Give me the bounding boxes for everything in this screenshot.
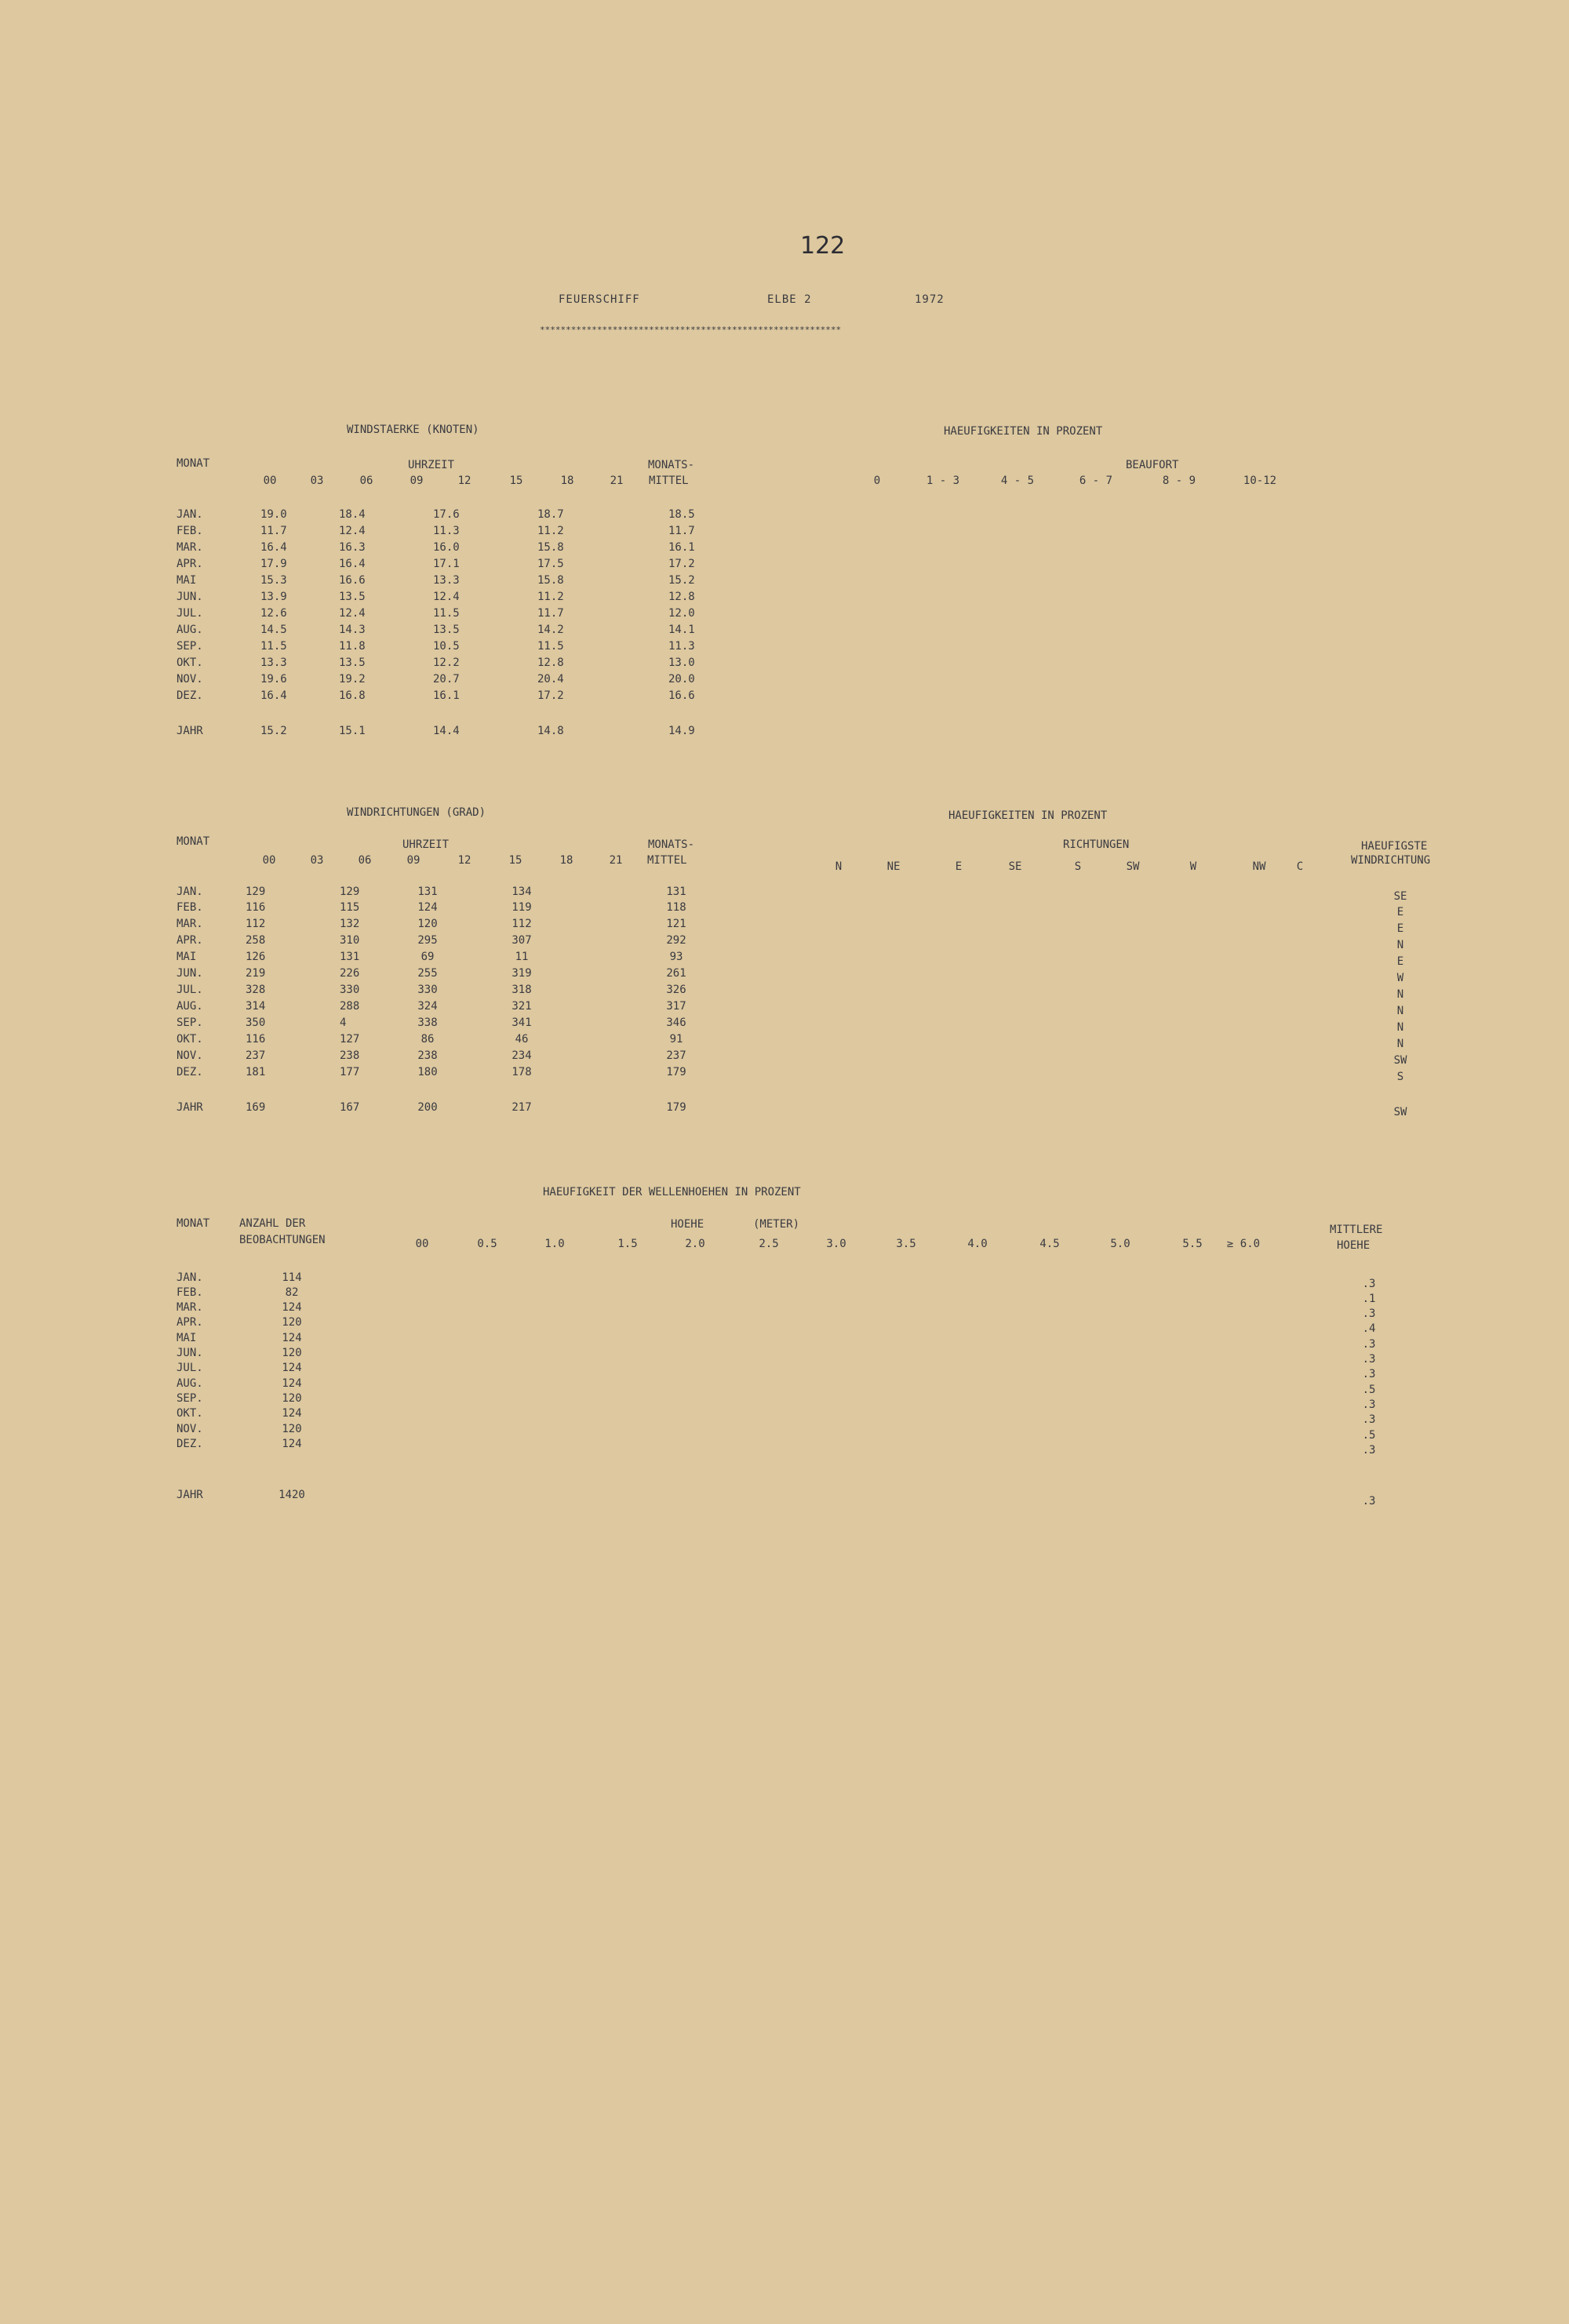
height-header: 00 bbox=[415, 1238, 429, 1250]
month-label: MAI bbox=[177, 1332, 197, 1344]
speed-18: 12.8 bbox=[537, 656, 564, 669]
column-header: MONAT bbox=[177, 835, 210, 848]
most-frequent-direction: E bbox=[1396, 906, 1404, 918]
most-frequent-direction: N bbox=[1396, 939, 1404, 951]
mean-height: .3 bbox=[1362, 1495, 1376, 1508]
dir-00: 112 bbox=[246, 918, 266, 930]
month-label: OKT. bbox=[177, 1033, 203, 1046]
month-label: JUN. bbox=[177, 591, 203, 603]
mean-height: .3 bbox=[1362, 1338, 1376, 1351]
mean-height: .3 bbox=[1362, 1413, 1376, 1426]
speed-mean: 12.8 bbox=[668, 591, 695, 603]
height-header: 5.0 bbox=[1110, 1238, 1130, 1250]
dir-12: 324 bbox=[417, 1000, 438, 1013]
column-header: MONATS- bbox=[648, 459, 695, 471]
column-header: MONAT bbox=[177, 1217, 210, 1230]
column-header: UHRZEIT bbox=[408, 459, 455, 471]
dir-06: 127 bbox=[340, 1033, 360, 1046]
dir-mean: 131 bbox=[666, 886, 686, 898]
column-header: HAEUFIGSTE bbox=[1361, 840, 1428, 853]
speed-18: 11.7 bbox=[537, 607, 564, 620]
month-label: JUL. bbox=[177, 984, 203, 996]
speed-12: 11.5 bbox=[433, 607, 460, 620]
dir-06: 238 bbox=[340, 1049, 360, 1062]
speed-12: 17.6 bbox=[433, 508, 460, 521]
height-header: 0.5 bbox=[477, 1238, 497, 1250]
speed-12: 12.4 bbox=[433, 591, 460, 603]
dir-06: 288 bbox=[340, 1000, 360, 1013]
column-header: ANZAHL DER bbox=[239, 1217, 306, 1230]
month-label: DEZ. bbox=[177, 1438, 203, 1450]
hour-header: 12 bbox=[457, 854, 471, 867]
dir-mean: 346 bbox=[666, 1017, 686, 1029]
section-title: HAEUFIGKEITEN IN PROZENT bbox=[944, 425, 1103, 438]
dir-06: 131 bbox=[340, 951, 360, 963]
speed-00: 15.3 bbox=[260, 574, 287, 587]
hour-header: 06 bbox=[358, 854, 372, 867]
speed-00: 15.2 bbox=[260, 725, 287, 737]
speed-00: 11.7 bbox=[260, 525, 287, 537]
dir-18: 217 bbox=[511, 1101, 532, 1114]
observation-count: 114 bbox=[282, 1271, 302, 1284]
most-frequent-direction: E bbox=[1396, 955, 1404, 968]
hour-header: 18 bbox=[560, 475, 574, 487]
speed-12: 11.3 bbox=[433, 525, 460, 537]
dir-12: 255 bbox=[417, 967, 438, 980]
month-label: SEP. bbox=[177, 1392, 203, 1405]
speed-06: 12.4 bbox=[339, 607, 366, 620]
station-name: FEUERSCHIFF bbox=[559, 293, 640, 306]
speed-00: 14.5 bbox=[260, 624, 287, 636]
month-label: MAI bbox=[177, 951, 197, 963]
dir-06: 129 bbox=[340, 886, 360, 898]
month-label: JAN. bbox=[177, 1271, 203, 1284]
dir-06: 226 bbox=[340, 967, 360, 980]
month-label: AUG. bbox=[177, 1000, 203, 1013]
dir-18: 112 bbox=[511, 918, 532, 930]
mean-height: .3 bbox=[1362, 1398, 1376, 1411]
month-label: FEB. bbox=[177, 901, 203, 914]
month-label: MAR. bbox=[177, 1301, 203, 1314]
observation-count: 120 bbox=[282, 1392, 302, 1405]
observation-count: 124 bbox=[282, 1377, 302, 1390]
mean-height: .5 bbox=[1362, 1384, 1376, 1396]
section-title: WINDSTAERKE (KNOTEN) bbox=[347, 424, 479, 436]
dir-06: 177 bbox=[340, 1066, 360, 1078]
speed-mean: 12.0 bbox=[668, 607, 695, 620]
speed-06: 16.4 bbox=[339, 558, 366, 570]
hour-header: 09 bbox=[406, 854, 420, 867]
speed-18: 17.2 bbox=[537, 689, 564, 702]
dir-18: 307 bbox=[511, 934, 532, 947]
dir-18: 119 bbox=[511, 901, 532, 914]
column-header: WINDRICHTUNG bbox=[1351, 854, 1431, 867]
dir-18: 234 bbox=[511, 1049, 532, 1062]
dir-12: 86 bbox=[420, 1033, 435, 1046]
column-header: HOEHE bbox=[671, 1218, 704, 1231]
speed-06: 15.1 bbox=[339, 725, 366, 737]
mean-height: .3 bbox=[1362, 1278, 1376, 1290]
month-label: JUN. bbox=[177, 1347, 203, 1359]
month-label: JUN. bbox=[177, 967, 203, 980]
speed-00: 17.9 bbox=[260, 558, 287, 570]
month-label: DEZ. bbox=[177, 1066, 203, 1078]
dir-mean: 91 bbox=[669, 1033, 683, 1046]
month-label: APR. bbox=[177, 934, 203, 947]
height-header: 1.5 bbox=[617, 1238, 638, 1250]
month-label: NOV. bbox=[177, 1049, 203, 1062]
speed-18: 15.8 bbox=[537, 541, 564, 554]
speed-18: 11.2 bbox=[537, 591, 564, 603]
direction-header: SW bbox=[1126, 860, 1140, 873]
hour-header: 15 bbox=[509, 475, 523, 487]
month-label: AUG. bbox=[177, 1377, 203, 1390]
dir-00: 169 bbox=[246, 1101, 266, 1114]
dir-12: 238 bbox=[417, 1049, 438, 1062]
observation-count: 124 bbox=[282, 1332, 302, 1344]
most-frequent-direction: S bbox=[1396, 1071, 1404, 1083]
direction-header: N bbox=[835, 860, 843, 873]
section-title: WINDRICHTUNGEN (GRAD) bbox=[347, 806, 486, 819]
speed-06: 16.8 bbox=[339, 689, 366, 702]
speed-mean: 20.0 bbox=[668, 673, 695, 686]
dir-06: 167 bbox=[340, 1101, 360, 1114]
column-header: RICHTUNGEN bbox=[1063, 838, 1130, 851]
direction-header: E bbox=[955, 860, 963, 873]
speed-18: 15.8 bbox=[537, 574, 564, 587]
column-header: BEAUFORT bbox=[1126, 459, 1179, 471]
mean-height: .3 bbox=[1362, 1368, 1376, 1380]
hour-header: 21 bbox=[610, 475, 624, 487]
speed-mean: 18.5 bbox=[668, 508, 695, 521]
speed-18: 20.4 bbox=[537, 673, 564, 686]
speed-00: 13.9 bbox=[260, 591, 287, 603]
observation-count: 124 bbox=[282, 1438, 302, 1450]
hour-header: 15 bbox=[508, 854, 522, 867]
speed-06: 12.4 bbox=[339, 525, 366, 537]
speed-00: 13.3 bbox=[260, 656, 287, 669]
month-label: SEP. bbox=[177, 640, 203, 653]
month-label: JAHR bbox=[177, 1101, 203, 1114]
dir-00: 116 bbox=[246, 1033, 266, 1046]
speed-06: 13.5 bbox=[339, 656, 366, 669]
section-title: HAEUFIGKEIT DER WELLENHOEHEN IN PROZENT bbox=[543, 1186, 801, 1198]
dir-06: 330 bbox=[340, 984, 360, 996]
hour-header: 06 bbox=[359, 475, 373, 487]
most-frequent-direction: SE bbox=[1393, 890, 1407, 903]
page-number: 122 bbox=[800, 232, 846, 260]
speed-12: 16.0 bbox=[433, 541, 460, 554]
month-label: MAI bbox=[177, 574, 197, 587]
speed-18: 11.2 bbox=[537, 525, 564, 537]
dir-12: 200 bbox=[417, 1101, 438, 1114]
mean-height: .4 bbox=[1362, 1322, 1376, 1335]
observation-count: 1420 bbox=[278, 1489, 305, 1501]
month-label: FEB. bbox=[177, 525, 203, 537]
speed-12: 20.7 bbox=[433, 673, 460, 686]
speed-18: 17.5 bbox=[537, 558, 564, 570]
dir-mean: 292 bbox=[666, 934, 686, 947]
dir-00: 237 bbox=[246, 1049, 266, 1062]
speed-mean: 11.3 bbox=[668, 640, 695, 653]
speed-mean: 16.1 bbox=[668, 541, 695, 554]
dir-mean: 326 bbox=[666, 984, 686, 996]
month-label: APR. bbox=[177, 558, 203, 570]
dir-12: 295 bbox=[417, 934, 438, 947]
speed-06: 14.3 bbox=[339, 624, 366, 636]
hour-header: 00 bbox=[262, 854, 276, 867]
speed-12: 13.5 bbox=[433, 624, 460, 636]
dir-06: 115 bbox=[340, 901, 360, 914]
speed-06: 19.2 bbox=[339, 673, 366, 686]
dir-12: 124 bbox=[417, 901, 438, 914]
dir-mean: 261 bbox=[666, 967, 686, 980]
hour-header: 03 bbox=[310, 854, 324, 867]
mean-height: .3 bbox=[1362, 1307, 1376, 1320]
column-header: (METER) bbox=[753, 1218, 800, 1231]
speed-06: 16.6 bbox=[339, 574, 366, 587]
column-header: MITTEL bbox=[647, 854, 687, 867]
month-label: NOV. bbox=[177, 673, 203, 686]
direction-header: NE bbox=[886, 860, 901, 873]
beaufort-header: 1 - 3 bbox=[926, 475, 960, 487]
month-label: OKT. bbox=[177, 656, 203, 669]
speed-06: 11.8 bbox=[339, 640, 366, 653]
speed-00: 11.5 bbox=[260, 640, 287, 653]
month-label: JAN. bbox=[177, 886, 203, 898]
column-header: HOEHE bbox=[1337, 1239, 1371, 1252]
observation-count: 120 bbox=[282, 1347, 302, 1359]
speed-12: 17.1 bbox=[433, 558, 460, 570]
speed-mean: 17.2 bbox=[668, 558, 695, 570]
dir-06: 4 bbox=[340, 1017, 347, 1029]
dir-00: 181 bbox=[246, 1066, 266, 1078]
dir-18: 178 bbox=[511, 1066, 532, 1078]
dir-12: 338 bbox=[417, 1017, 438, 1029]
height-header: ≥ 6.0 bbox=[1226, 1238, 1261, 1250]
dir-00: 126 bbox=[246, 951, 266, 963]
month-label: JAHR bbox=[177, 1489, 203, 1501]
mean-height: .3 bbox=[1362, 1444, 1376, 1457]
height-header: 1.0 bbox=[544, 1238, 565, 1250]
column-header: MITTLERE bbox=[1330, 1224, 1383, 1236]
dir-00: 350 bbox=[246, 1017, 266, 1029]
month-label: DEZ. bbox=[177, 689, 203, 702]
speed-06: 16.3 bbox=[339, 541, 366, 554]
speed-18: 14.2 bbox=[537, 624, 564, 636]
speed-00: 16.4 bbox=[260, 689, 287, 702]
speed-12: 10.5 bbox=[433, 640, 460, 653]
observation-count: 124 bbox=[282, 1362, 302, 1374]
mean-height: .1 bbox=[1362, 1293, 1376, 1305]
dir-00: 129 bbox=[246, 886, 266, 898]
hour-header: 12 bbox=[457, 475, 471, 487]
mean-height: .3 bbox=[1362, 1353, 1376, 1366]
speed-mean: 11.7 bbox=[668, 525, 695, 537]
dir-12: 330 bbox=[417, 984, 438, 996]
speed-06: 13.5 bbox=[339, 591, 366, 603]
direction-header: C bbox=[1296, 860, 1304, 873]
dir-18: 134 bbox=[511, 886, 532, 898]
dir-mean: 317 bbox=[666, 1000, 686, 1013]
speed-mean: 16.6 bbox=[668, 689, 695, 702]
speed-18: 18.7 bbox=[537, 508, 564, 521]
dir-00: 328 bbox=[246, 984, 266, 996]
column-header: MITTEL bbox=[649, 475, 689, 487]
mean-height: .5 bbox=[1362, 1429, 1376, 1442]
speed-00: 12.6 bbox=[260, 607, 287, 620]
hour-header: 00 bbox=[263, 475, 277, 487]
most-frequent-direction: N bbox=[1396, 1021, 1404, 1034]
beaufort-header: 8 - 9 bbox=[1162, 475, 1196, 487]
dir-mean: 121 bbox=[666, 918, 686, 930]
speed-12: 12.2 bbox=[433, 656, 460, 669]
dir-12: 180 bbox=[417, 1066, 438, 1078]
dir-18: 341 bbox=[511, 1017, 532, 1029]
dir-00: 314 bbox=[246, 1000, 266, 1013]
hour-header: 09 bbox=[410, 475, 424, 487]
month-label: JAHR bbox=[177, 725, 203, 737]
height-header: 5.5 bbox=[1182, 1238, 1203, 1250]
speed-mean: 14.1 bbox=[668, 624, 695, 636]
speed-mean: 14.9 bbox=[668, 725, 695, 737]
month-label: SEP. bbox=[177, 1017, 203, 1029]
most-frequent-direction: N bbox=[1396, 988, 1404, 1001]
dir-18: 321 bbox=[511, 1000, 532, 1013]
dir-18: 318 bbox=[511, 984, 532, 996]
most-frequent-direction: E bbox=[1396, 922, 1404, 935]
dir-mean: 179 bbox=[666, 1101, 686, 1114]
most-frequent-direction: SW bbox=[1393, 1106, 1407, 1118]
month-label: MAR. bbox=[177, 541, 203, 554]
observation-count: 124 bbox=[282, 1301, 302, 1314]
dir-12: 69 bbox=[420, 951, 435, 963]
height-header: 4.0 bbox=[967, 1238, 988, 1250]
speed-mean: 13.0 bbox=[668, 656, 695, 669]
beaufort-header: 10-12 bbox=[1243, 475, 1277, 487]
dir-mean: 179 bbox=[666, 1066, 686, 1078]
beaufort-header: 0 bbox=[873, 475, 881, 487]
month-label: APR. bbox=[177, 1316, 203, 1329]
hour-header: 21 bbox=[609, 854, 623, 867]
month-label: JUL. bbox=[177, 607, 203, 620]
most-frequent-direction: W bbox=[1396, 972, 1404, 984]
report-year: 1972 bbox=[915, 293, 945, 306]
dir-18: 46 bbox=[515, 1033, 529, 1046]
observation-count: 120 bbox=[282, 1423, 302, 1435]
dir-12: 131 bbox=[417, 886, 438, 898]
dir-mean: 237 bbox=[666, 1049, 686, 1062]
direction-header: S bbox=[1074, 860, 1082, 873]
direction-header: SE bbox=[1008, 860, 1022, 873]
observation-count: 82 bbox=[285, 1286, 299, 1299]
speed-12: 14.4 bbox=[433, 725, 460, 737]
dir-06: 310 bbox=[340, 934, 360, 947]
speed-mean: 15.2 bbox=[668, 574, 695, 587]
observation-count: 124 bbox=[282, 1407, 302, 1420]
column-header: MONAT bbox=[177, 457, 210, 470]
dir-18: 319 bbox=[511, 967, 532, 980]
direction-header: W bbox=[1189, 860, 1197, 873]
height-header: 4.5 bbox=[1039, 1238, 1060, 1250]
hour-header: 03 bbox=[310, 475, 324, 487]
month-label: NOV. bbox=[177, 1423, 203, 1435]
month-label: JAN. bbox=[177, 508, 203, 521]
dir-mean: 93 bbox=[669, 951, 683, 963]
height-header: 3.5 bbox=[896, 1238, 916, 1250]
speed-18: 14.8 bbox=[537, 725, 564, 737]
height-header: 3.0 bbox=[826, 1238, 846, 1250]
observation-count: 120 bbox=[282, 1316, 302, 1329]
month-label: OKT. bbox=[177, 1407, 203, 1420]
most-frequent-direction: SW bbox=[1393, 1054, 1407, 1067]
dir-00: 219 bbox=[246, 967, 266, 980]
month-label: FEB. bbox=[177, 1286, 203, 1299]
beaufort-header: 6 - 7 bbox=[1079, 475, 1113, 487]
dir-18: 11 bbox=[515, 951, 529, 963]
speed-00: 16.4 bbox=[260, 541, 287, 554]
speed-12: 13.3 bbox=[433, 574, 460, 587]
column-header: MONATS- bbox=[648, 838, 695, 851]
most-frequent-direction: N bbox=[1396, 1005, 1404, 1017]
speed-12: 16.1 bbox=[433, 689, 460, 702]
month-label: AUG. bbox=[177, 624, 203, 636]
speed-18: 11.5 bbox=[537, 640, 564, 653]
most-frequent-direction: N bbox=[1396, 1038, 1404, 1050]
month-label: MAR. bbox=[177, 918, 203, 930]
speed-00: 19.0 bbox=[260, 508, 287, 521]
section-title: HAEUFIGKEITEN IN PROZENT bbox=[948, 809, 1108, 822]
beaufort-header: 4 - 5 bbox=[1000, 475, 1035, 487]
height-header: 2.0 bbox=[685, 1238, 705, 1250]
hour-header: 18 bbox=[559, 854, 573, 867]
station-location: ELBE 2 bbox=[767, 293, 812, 306]
speed-06: 18.4 bbox=[339, 508, 366, 521]
dir-00: 116 bbox=[246, 901, 266, 914]
height-header: 2.5 bbox=[759, 1238, 779, 1250]
month-label: JUL. bbox=[177, 1362, 203, 1374]
direction-header: NW bbox=[1252, 860, 1266, 873]
column-header: BEOBACHTUNGEN bbox=[239, 1234, 326, 1246]
dir-06: 132 bbox=[340, 918, 360, 930]
dir-mean: 118 bbox=[666, 901, 686, 914]
star-separator: ********************************************************** bbox=[540, 325, 842, 335]
dir-12: 120 bbox=[417, 918, 438, 930]
dir-00: 258 bbox=[246, 934, 266, 947]
speed-00: 19.6 bbox=[260, 673, 287, 686]
column-header: UHRZEIT bbox=[402, 838, 450, 851]
